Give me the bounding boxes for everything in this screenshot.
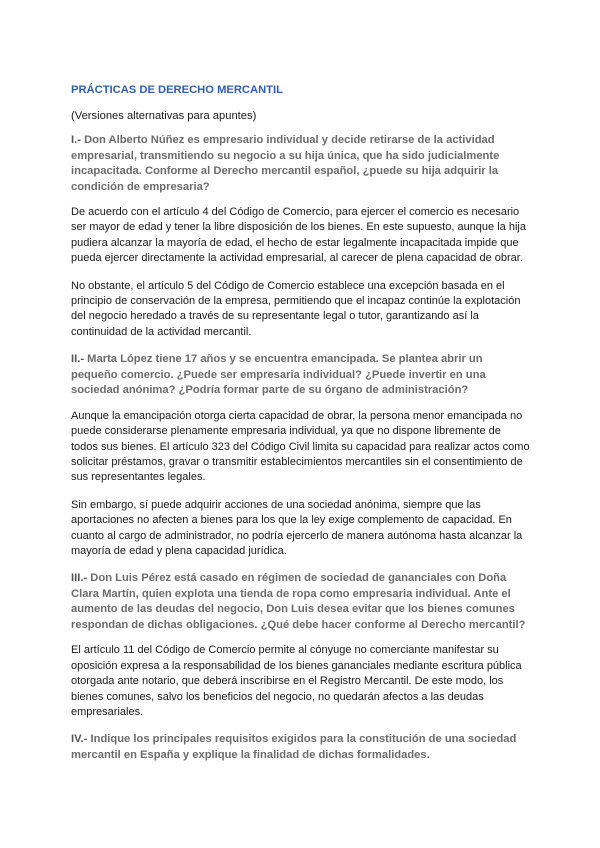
- question-number: II.-: [71, 353, 85, 366]
- question-text: Don Luis Pérez está casado en régimen de sociedad de gananciales con Doña Clara Martín, quien explota una tienda de ropa como empresaria individual. Ante el aumento de las deudas del negocio, Don Luis desea evitar que los bienes comunes respondan de dichas obligaciones. ¿Qué debe hacer conforme al Derecho mercantil?: [71, 572, 526, 631]
- question-1: [71, 133, 530, 195]
- question-3: [71, 571, 530, 633]
- question-number: IV.-: [71, 733, 88, 746]
- answer-1-paragraph-2: No obstante, el artículo 5 del Código de Comercio establece una excepción basada en el principio de conservación de la empresa, permitiendo que el incapaz continúe la explotación del negocio heredado a través de su representante legal o tutor, garantizando así la continuidad de la actividad mercantil.: [71, 279, 521, 338]
- question-text: Indique los principales requisitos exigidos para la constitución de una sociedad mercantil en España y explique la finalidad de dichas formalidades.: [71, 733, 517, 761]
- question-text: Don Alberto Núñez es empresario individual y decide retirarse de la actividad empresarial, transmitiendo su negocio a su hija única, que ha sido judicialmente incapacitada. Conforme al Derecho mercantil español, ¿puede su hija adquirir la condición de empresaria?: [71, 134, 500, 193]
- question-number: I.-: [71, 134, 81, 146]
- question-4: [71, 732, 530, 763]
- document-subtitle: (Versiones alternativas para apuntes): [71, 110, 257, 122]
- question-2: [71, 352, 530, 399]
- answer-2-paragraph-2: Sin embargo, sí puede adquirir acciones de una sociedad anónima, siempre que las aportaciones no afecten a bienes para los que la ley exige complemento de capacidad. En cuanto al cargo de administrador, no podría ejercerlo de manera autónoma hasta alcanzar la mayoría de edad y plena capacidad jurídica.: [71, 498, 523, 557]
- document-title: PRÁCTICAS DE DERECHO MERCANTIL: [71, 84, 283, 96]
- question-number: III.-: [71, 572, 88, 585]
- answer-3-paragraph-1: El artículo 11 del Código de Comercio permite al cónyuge no comerciante manifestar su oposición expresa a la responsabilidad de los bienes gananciales mediante escritura pública otorgada ante notario, que deberá inscribirse en el Registro Mercantil. De este modo, los bienes comunes, salvo los beneficios del negocio, no quedarán afectos a las deudas empresariales.: [71, 644, 522, 719]
- answer-1-paragraph-1: De acuerdo con el artículo 4 del Código de Comercio, para ejercer el comercio es necesario ser mayor de edad y tener la libre disposición de los bienes. En este supuesto, aunque la hija pudiera alcanzar la mayoría de edad, el hecho de estar legalmente incapacitada impide que pueda ejercer directamente la actividad empresarial, al carecer de plena capacidad de obrar.: [71, 206, 526, 265]
- question-text: Marta López tiene 17 años y se encuentra emancipada. Se plantea abrir un pequeño comercio. ¿Puede ser empresaria individual? ¿Puede invertir en una sociedad anónima? ¿Podría formar parte de su órgano de administración?: [71, 353, 486, 397]
- answer-2-paragraph-1: Aunque la emancipación otorga cierta capacidad de obrar, la persona menor emancipada no puede considerarse plenamente empresaria individual, ya que no dispone libremente de todos sus bienes. El artículo 323 del Código Civil limita su capacidad para realizar actos como solicitar préstamos, gravar o transmitir establecimientos mercantiles sin el consentimiento de sus representantes legales.: [71, 409, 530, 484]
